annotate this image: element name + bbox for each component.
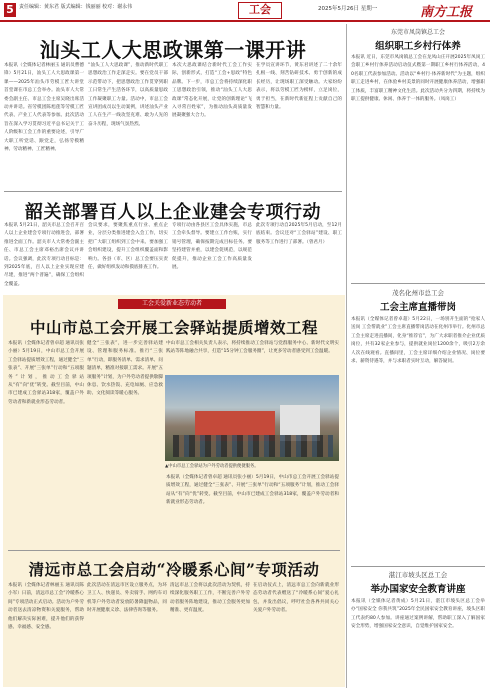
photo-caption: ▲中山市总工会驿站为户外劳动者提供便捷服务。 xyxy=(165,464,259,469)
feature-1-column-1: 本报讯（全媒体记者曾卓超 通讯员张小丽）5月19日，中山市总工会开展工会驿站提质增效工程，通过健全“三张表”、开展“三张单”行动和“五项服务”计划，推动工会驿站从“有”向“优”转变。截至目前，中山市已建成工会驿站318家，覆盖户外劳动者和新就业形态劳动者。 xyxy=(8,341,84,405)
feature-1-column-4: 本报讯（全媒体记者曾卓超 通讯员张小丽）5月19日，中山市总工会开展工会驿站提质增效工程，通过健全“三张表”、开展“三张单”行动和“五项服务”计划，推动工会驿站从“有”向“优”转变。截至目前，中山市已建成工会驿站318家，覆盖户外劳动者和新就业形态劳动者。 xyxy=(166,475,339,506)
editor-credits: 责任编辑：黄东君 版式编辑：钱丽丽 校对：谢永伟 xyxy=(19,4,133,10)
feature-1-column-2: 健全“三张表”，进一步完善驿站建设、管理和服务标准。推行“三张单”行动，即服务清单、需求清单、问题清单，精准对接职工需求。开展“五项服务”计划，为户外劳动者提供歇脚休息、饮水热饭、充电如厕、应急救助、文化阅读等暖心服务。 xyxy=(87,341,163,397)
feature-1-column-3: 中山市总工会相关负责人表示，将持续推动工会驿站与党群服务中心、新时代文明实践站等阵地融合共享，打造“15分钟工会服务圈”，让更多劳动者感受到工会温暖。 xyxy=(166,341,339,355)
right-article-2-body: 本报讯（全媒体记者曾卓超）5月22日，一场别开生面的“抢家人送岗 工会帮就业”工会主席直播带岗活动在化州市举行。化州市总工会主席走进直播间，化身“推荐官”，为广大求职者推介企业优质岗位，共有32家企业参与，提供就业岗位1200余个，吸引2万余人次在线观看。直播间里，工会主席详细介绍企业情况、岗位要求、薪资待遇等，并与求职者实时互动，解答疑问。 xyxy=(351,317,485,365)
feature-2-column-2: 此次活动在清远市区设立服务点，为环卫工人、快递员、外卖骑手、网约车司机等户外劳动者发放防暑降温物品，同时开展健康义诊、法律咨询等服务。 xyxy=(87,583,167,614)
right-article-1-tag: 东莞市凤岗镇总工会 xyxy=(390,29,445,36)
article-top-column-1: 本报讯（全媒体记者林丽玉 通讯员曹德锋）5月21日，汕头工人大思政课第一课——2025年汕头市劳模工匠大讲堂首堂课在市总工会举办。汕头市人大常委会副主任、市总工会主席吴晓出席活动并讲话。省劳模团陈旭莲等劳模工匠代表、产业工人代表等参加。此次活动旨在深入学习贯彻习近平总书记关于工人阶级和工会工作的重要论述，引导广大职工听党话、跟党走，弘扬劳模精神、劳动精神、工匠精神。 xyxy=(4,63,84,153)
article-second-column-2: 会议要求，要聚焦重点行业、重点企业，分层分类推进建会入会工作，切实把广大职工组织到工会中来。要加强工会组织建设，提升工会组织覆盖面和影响力。各县（市、区）总工会要压实责任，做好组织发动和摸底排查工作。 xyxy=(88,223,168,271)
article-second-column-3: 专项行动由各县区工会具体实施，市总工会牵头督导。要建立工作台账，实行销号管理，确保按期完成目标任务。要坚持建管并重，以建会促规范，以规范促提升，推动企业工会工作高质量发展。 xyxy=(172,223,252,271)
section-tag: 工会 xyxy=(238,2,282,19)
right-article-1-body: 本报讯 近日，东莞市凤岗镇总工会在龙凤山庄开展2025年凤岗工会职工乡村行体养活动启动仪式暨第一期职工乡村行体养活动，40名职工代表参加活动。活动以“乡村行·体养新时代”为主题，组织职工走进乡村，在体验乡村美景的同时开展健康体养活动，增强职工体质，丰富职工精神文化生活。此次活动共分为四期，将持续为职工提供健康、休闲、体养于一体的服务。（凤岗工） xyxy=(351,55,485,103)
article-second-column-4: 此次专项行动自2025年5月启动，至12月底结束。会议还对“工会驿站”建设、职工服务等工作进行了部署。（曾君月） xyxy=(256,223,342,245)
divider xyxy=(351,566,485,567)
article-second-column-1: 本报讯 5月21日，韶关市总工会召开百人以上企业建会专项行动推进会，部署推进全面工作。韶关市人大常委会副主任、市总工会主席邓裕出席会议并讲话。会议强调，此次专项行动目标是：到2025年底，百人以上企业实现应建尽建，推进“两个普遍”，确保工会组织全覆盖。 xyxy=(4,223,84,287)
newspaper-logo: 南方工报 xyxy=(420,5,473,20)
publication-date: 2025年5月26日 星期一 xyxy=(318,6,378,12)
headline-top-article: 汕头工人大思政课第一课开讲 xyxy=(39,38,307,62)
divider xyxy=(8,550,340,551)
article-top-column-2: “汕头工人大思政课”，推动新时代职工思想政治工作走深走实。要在党员干部示范带动下，把思想政治工作贯穿到职工日常生产生活各环节，以高质量思政工作凝聚职工力量。活动中，市总工会宣讲团成员以生动案例，讲述汕头产业工人在生产一线攻坚克难、敢为人先的奋斗历程，现场气氛热烈。 xyxy=(88,63,168,127)
divider xyxy=(351,283,485,284)
right-article-2-tag: 茂名化州市总工会 xyxy=(392,289,444,297)
headline-second-article: 韶关部署百人以上企业建会专项行动 xyxy=(25,202,321,223)
right-article-2-headline: 工会主席直播带岗 xyxy=(379,302,456,313)
right-article-3-tag: 湛江市坡头区总工会 xyxy=(388,571,448,579)
article-top-column-4: 在学员宣讲环节，黄东君讲述了二十余年扎根一线、刻苦钻研技术、勇于创新的成长经历，让现场职工深受触动。大家纷纷表示，将以劳模工匠为榜样，立足岗位，勇于担当，在新时代新征程上贡献自己的智慧和力量。 xyxy=(256,63,342,111)
headline-feature-1: 中山市总工会开展工会驿站提质增效工程 xyxy=(29,318,318,337)
article-top-column-3: 本次大思政课结合新时代工会工作实际，创新形式，打造“工会+思政”特色品牌。下一步，市总工会将持续深化职工思想政治引领，推动“汕头工人大思政课”常态化开展，让党的创新理论“飞入寻常百姓家”，为推动汕头高质量发展凝聚强大合力。 xyxy=(172,63,252,119)
masthead xyxy=(0,0,490,22)
divider xyxy=(4,191,342,192)
headline-feature-2: 清远市总工会启动“冷暖系心间”专项活动 xyxy=(28,560,320,579)
feature-2-column-4: 在启动仪式上，清远市总工会向新就业形态劳动者代表赠送了“冷暖系心间”爱心礼包，并发出倡议，呼吁社会各界共同关心关爱户外劳动者。 xyxy=(253,583,339,614)
right-article-3-headline: 举办国家安全教育讲座 xyxy=(370,584,466,595)
column-divider xyxy=(346,24,347,688)
right-article-3-body: 本报讯（全媒体记者黄成）5月21日，湛江市坡头区总工会举办“国家安全 你我共筑”2025年全民国家安全教育讲座，坡头区职工代表约80人参加。讲座通过案例讲解，帮助职工深入了解国家安全形势，增强国家安全意识，自觉维护国家安全。 xyxy=(351,599,485,630)
right-article-1-headline: 组织职工乡村行体养 xyxy=(375,41,461,52)
feature-2-column-3: 清远市总工会将以此次活动为契机，持续深化服务职工工作，不断完善户外劳动者服务阵地建设，推动工会服务更加精准、更有温度。 xyxy=(170,583,250,614)
page-number: 5 xyxy=(4,3,16,17)
feature-banner: 工会关爱新业态劳动者 xyxy=(118,299,226,309)
news-photo xyxy=(165,375,339,461)
photo-crowd xyxy=(173,435,333,457)
feature-2-column-1: 本报讯（全媒体记者林丽玉 通讯员陈小军）日前，清远市总工会“冷暖系心间”专项活动正式启动。活动为户外劳动者送去清凉物资和关爱服务，帮助他们解决实际困难，提升他们的获得感、幸福感、安全感。 xyxy=(8,583,84,631)
